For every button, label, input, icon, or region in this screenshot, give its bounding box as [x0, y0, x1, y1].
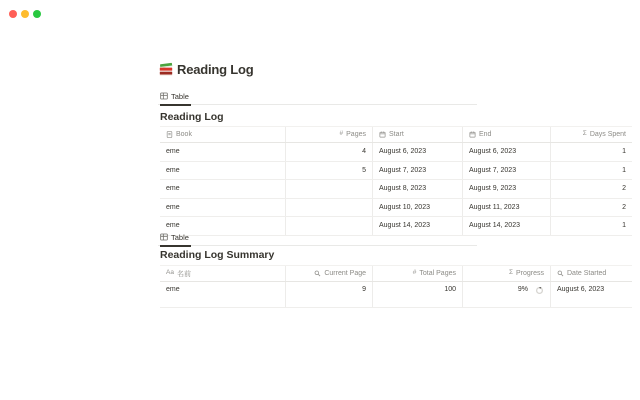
tab-label: Table — [171, 232, 189, 242]
page-icon — [166, 131, 173, 138]
table-view-tab[interactable] — [160, 89, 191, 106]
table-cell-days-spent[interactable] — [550, 162, 632, 180]
column-header-pages[interactable] — [285, 127, 372, 142]
cell-text: eme — [166, 166, 180, 174]
table-cell-current-page[interactable] — [285, 282, 372, 307]
cell-text: 2 — [622, 185, 626, 193]
column-header-total-pages[interactable] — [372, 266, 462, 281]
cell-text: eme — [166, 203, 180, 211]
column-header-label: 名前 — [176, 270, 191, 278]
table-icon — [160, 92, 168, 100]
table-cell-start[interactable] — [372, 143, 462, 161]
table-cell-days-spent[interactable] — [550, 180, 632, 198]
cell-text: August 11, 2023 — [469, 203, 520, 211]
collection-title-summary[interactable]: Reading Log Summary — [160, 249, 275, 261]
cell-text: August 6, 2023 — [469, 148, 517, 156]
column-header-label: Date Started — [567, 270, 607, 277]
column-header-days-spent[interactable] — [550, 127, 632, 142]
cell-text: 2 — [622, 203, 626, 211]
cell-text: 1 — [622, 148, 626, 156]
column-header-start[interactable] — [372, 127, 462, 142]
cell-text: 4 — [362, 148, 366, 156]
table-cell-start[interactable] — [372, 180, 462, 198]
formula-icon: Σ — [508, 269, 513, 277]
window-controls — [9, 10, 41, 18]
table-cell-book[interactable] — [160, 199, 285, 217]
table-cell-end[interactable] — [462, 162, 550, 180]
summary-table — [160, 265, 632, 308]
cell-text: August 8, 2023 — [379, 185, 427, 193]
table-cell-end[interactable] — [462, 199, 550, 217]
column-header-label: Total Pages — [419, 270, 456, 277]
table-cell-end[interactable] — [462, 143, 550, 161]
cell-text: August 6, 2023 — [557, 286, 605, 293]
column-header-label: Pages — [346, 131, 366, 138]
table-header-row — [160, 126, 632, 143]
cell-text: 5 — [362, 166, 366, 174]
cell-text: eme — [166, 222, 180, 230]
cell-text: 9 — [362, 286, 366, 293]
table-cell-total-pages[interactable] — [372, 282, 462, 307]
table-cell-book[interactable] — [160, 143, 285, 161]
table-cell-pages[interactable] — [285, 162, 372, 180]
view-tab-bar-1 — [160, 89, 632, 105]
title-icon: Aa — [166, 269, 174, 277]
cell-text: August 6, 2023 — [379, 148, 427, 156]
page-title[interactable] — [158, 59, 254, 79]
table-row — [160, 199, 632, 218]
minimize-button[interactable] — [21, 10, 29, 18]
number-icon: # — [412, 269, 417, 277]
table-cell-date-started[interactable] — [550, 282, 632, 307]
column-header-end[interactable] — [462, 127, 550, 142]
table-cell-名前[interactable] — [160, 282, 285, 307]
table-row — [160, 180, 632, 199]
column-header-current-page[interactable] — [285, 266, 372, 281]
cell-text: 100 — [444, 286, 456, 293]
cell-text: eme — [166, 185, 180, 193]
table-cell-days-spent[interactable] — [550, 199, 632, 217]
rollup-icon — [557, 270, 564, 277]
calendar-icon — [379, 131, 386, 138]
table-cell-end[interactable] — [462, 180, 550, 198]
formula-icon: Σ — [582, 130, 587, 138]
table-row — [160, 143, 632, 162]
column-header-label: Current Page — [324, 270, 366, 277]
cell-text: 9% — [517, 286, 528, 293]
number-icon: # — [339, 130, 344, 138]
books-emoji-icon — [158, 62, 175, 77]
table-cell-days-spent[interactable] — [550, 143, 632, 161]
page-title-text: Reading Log — [177, 61, 254, 77]
cell-text: eme — [166, 148, 180, 156]
progress-ring-icon — [535, 286, 544, 295]
column-header-progress[interactable] — [462, 266, 550, 281]
column-header-book[interactable] — [160, 127, 285, 142]
table-view-tab[interactable] — [160, 230, 191, 247]
column-header-label: Progress — [515, 270, 544, 277]
table-cell-pages[interactable] — [285, 180, 372, 198]
cell-text: August 14, 2023 — [379, 222, 430, 230]
table-cell-pages[interactable] — [285, 199, 372, 217]
view-tab-bar-2 — [160, 230, 632, 246]
table-cell-book[interactable] — [160, 162, 285, 180]
table-cell-start[interactable] — [372, 199, 462, 217]
cell-text: August 14, 2023 — [469, 222, 520, 230]
column-header-date-started[interactable] — [550, 266, 632, 281]
table-header-row — [160, 265, 632, 282]
table-icon — [160, 233, 168, 241]
cell-text: August 9, 2023 — [469, 185, 517, 193]
column-header-label: End — [479, 131, 492, 138]
table-cell-progress[interactable] — [462, 282, 550, 307]
cell-text: 1 — [622, 166, 626, 174]
cell-text: August 10, 2023 — [379, 203, 430, 211]
cell-text: eme — [166, 286, 180, 293]
column-header-label: Start — [389, 131, 404, 138]
table-row — [160, 282, 632, 308]
column-header-label: Book — [176, 131, 192, 138]
collection-title-reading-log[interactable]: Reading Log — [160, 111, 224, 123]
table-row — [160, 162, 632, 181]
close-button[interactable] — [9, 10, 17, 18]
reading-log-table — [160, 126, 632, 236]
cell-text: August 7, 2023 — [379, 166, 427, 174]
table-cell-pages[interactable] — [285, 143, 372, 161]
column-header-名前[interactable] — [160, 266, 285, 281]
tab-label: Table — [171, 91, 189, 101]
tab-bar-divider — [158, 104, 477, 105]
zoom-button[interactable] — [33, 10, 41, 18]
column-header-label: Days Spent — [589, 131, 626, 138]
tab-bar-divider — [158, 245, 477, 246]
calendar-icon — [469, 131, 476, 138]
cell-text: August 7, 2023 — [469, 166, 517, 174]
table-cell-start[interactable] — [372, 162, 462, 180]
rollup-icon — [314, 270, 321, 277]
cell-text: 1 — [622, 222, 626, 230]
table-cell-book[interactable] — [160, 180, 285, 198]
